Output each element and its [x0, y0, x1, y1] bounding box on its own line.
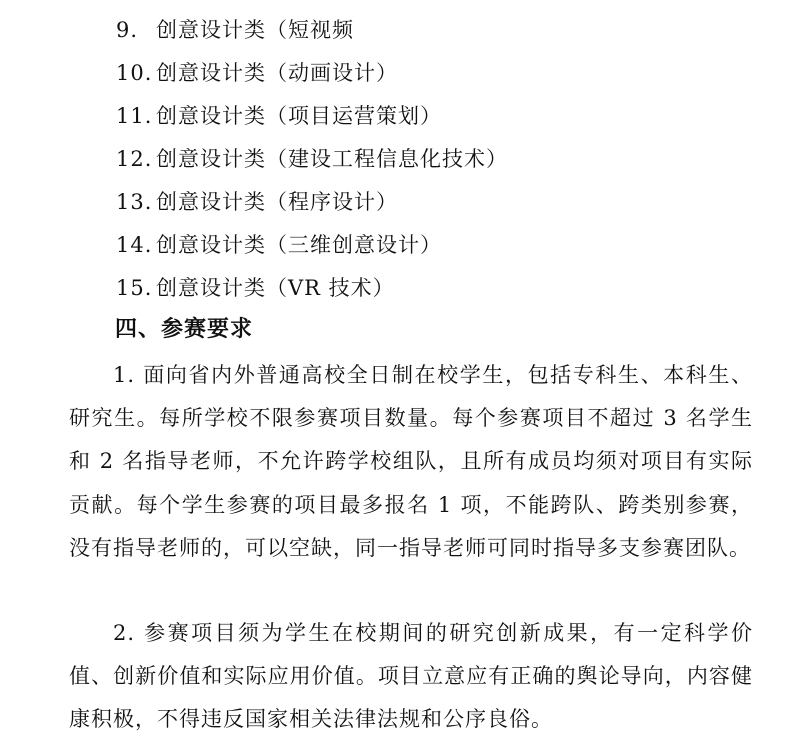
list-item-text: 创意设计类（动画设计） [156, 61, 398, 85]
list-item [116, 144, 508, 174]
list-item [116, 58, 398, 88]
list-item-number: 13. [116, 190, 153, 214]
list-item-number: 11. [116, 104, 153, 128]
list-item-number: 15. [116, 276, 153, 300]
list-item [116, 187, 398, 217]
list-item-number: 9. [116, 18, 139, 42]
list-item-text: 创意设计类（建设工程信息化技术） [156, 147, 508, 171]
list-item-text: 创意设计类（程序设计） [156, 190, 398, 214]
paragraph-eligibility: 1. 面向省内外普通高校全日制在校学生，包括专科生、本科生、研究生。每所学校不限参赛项目数量。每个参赛项目不超过 3 名学生和 2 名指导老师，不允许跨学校组队，且所有成员均须对项目有实际贡献。每个学生参赛的项目最多报名 1 项，不能跨队、跨类别参赛，没有指导老师的，可以空缺，同一指导老师可同时指导多支参赛团队。 [69, 363, 753, 560]
list-item [116, 230, 442, 260]
paragraph-project-requirements: 2. 参赛项目须为学生在校期间的研究创新成果，有一定科学价值、创新价值和实际应用价值。项目立意应有正确的舆论导向，内容健康积极，不得违反国家相关法律法规和公序良俗。 [69, 621, 753, 732]
list-item-number: 12. [116, 147, 153, 171]
list-item-text: 创意设计类（三维创意设计） [156, 233, 442, 257]
section-heading: 四、参赛要求 [115, 317, 254, 342]
list-item-number: 10. [116, 61, 153, 85]
list-item-text: 创意设计类（项目运营策划） [156, 104, 442, 128]
list-item [116, 15, 354, 45]
list-item [116, 101, 442, 131]
list-item-number: 14. [116, 233, 153, 257]
list-item [116, 273, 395, 303]
list-item-text: 创意设计类（短视频 [156, 18, 354, 42]
list-item-text: 创意设计类（VR 技术） [156, 276, 395, 300]
